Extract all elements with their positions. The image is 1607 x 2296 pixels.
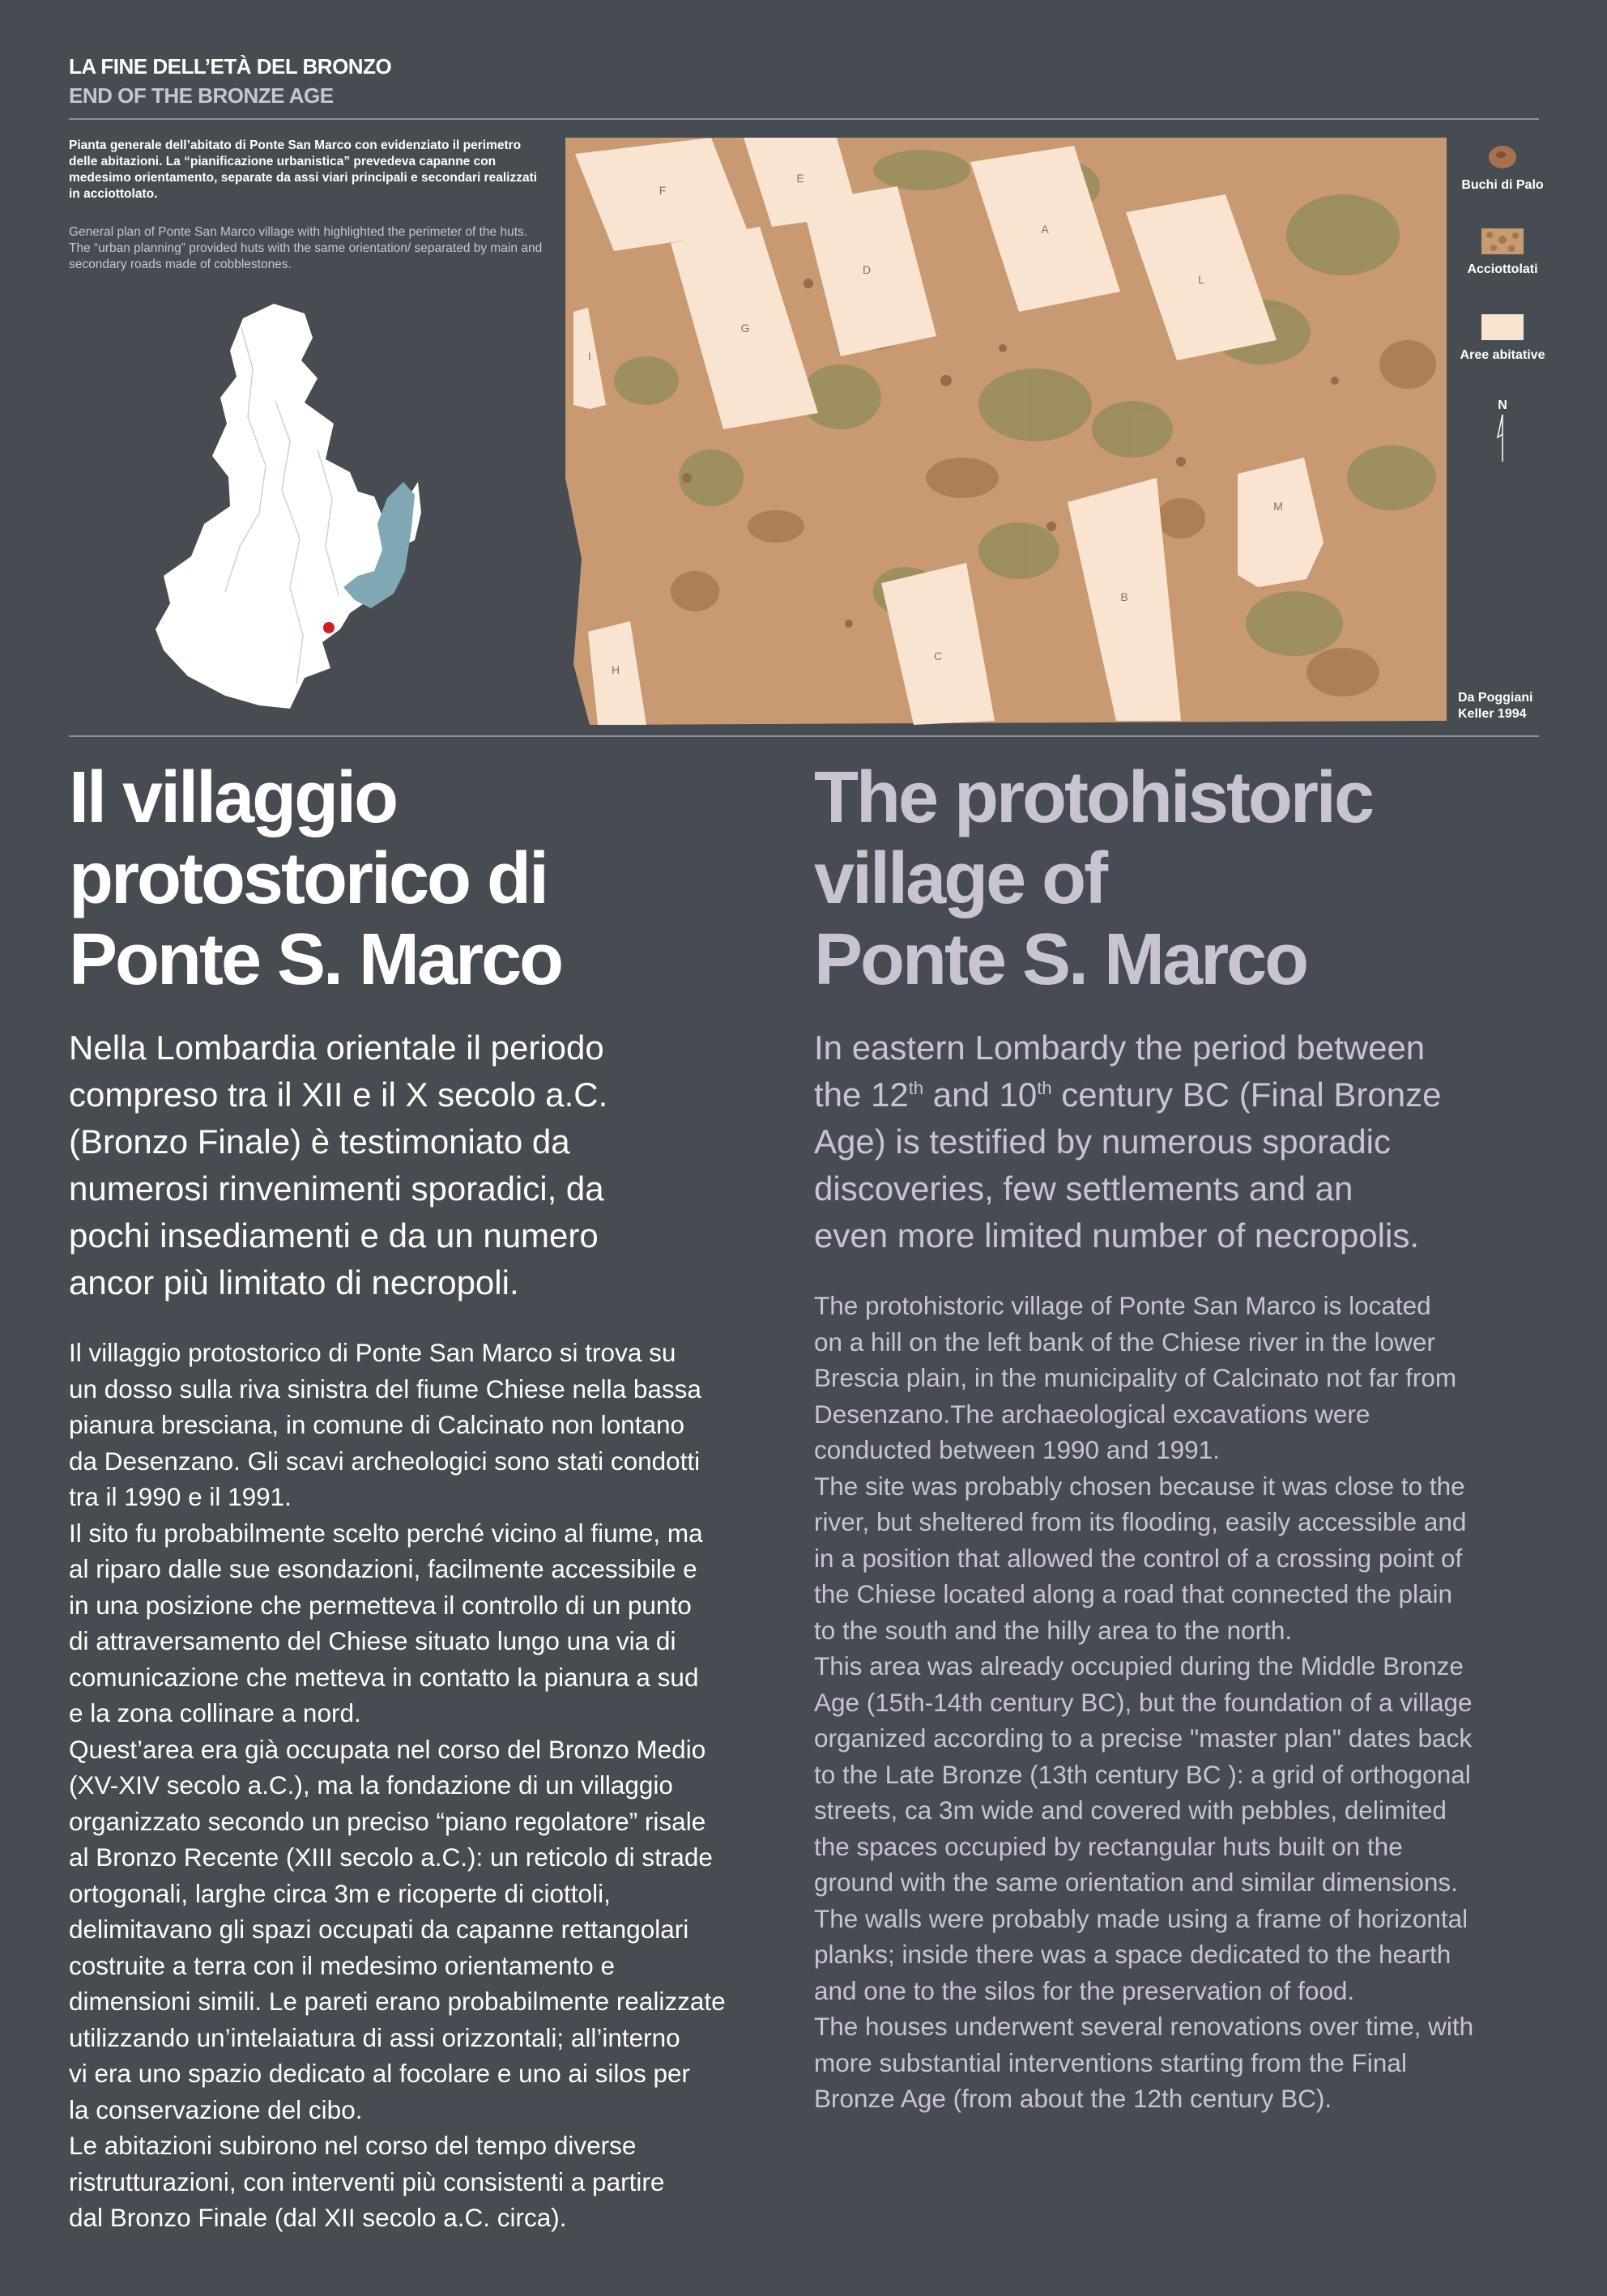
hut-label: L [1198, 273, 1204, 286]
lead-line: compreso tra il XII e il X secolo a.C. [69, 1076, 608, 1114]
body-line: la conservazione del cibo. [69, 2094, 363, 2124]
body-line: Le abitazioni subirono nel corso del tempo diverse [69, 2131, 637, 2160]
north-arrow-label: N [1498, 398, 1507, 412]
header [69, 52, 1539, 110]
caption-english: General plan of Ponte San Marco village with highlighted the perimeter of the huts. The “urban planning” provided huts with the same orientation/ separated by main and secondary roads made of cobblestones. [69, 225, 543, 271]
body-line: Quest’area era già occupata nel corso del Bronzo Medio [69, 1734, 706, 1764]
body-line: on a hill on the left bank of the Chiese river in the lower [814, 1327, 1435, 1357]
body-line: utilizzando un’intelaiatura di assi orizzontali; all’interno [69, 2022, 680, 2052]
hut-label: I [588, 350, 591, 363]
body-line: ground with the same orientation and similar dimensions. [814, 1868, 1458, 1897]
legend-post-holes-label: Buchi di Palo [1461, 178, 1544, 192]
body-line: Age (15th-14th century BC), but the foundation of a village [814, 1687, 1473, 1717]
body-line: The walls were probably made using a frame of horizontal [814, 1903, 1468, 1933]
body-line: al Bronzo Recente (XIII secolo a.C.): un reticolo di strade [69, 1842, 713, 1872]
body-line: the spaces occupied by rectangular huts built on the [814, 1831, 1403, 1861]
body-line: organizzato secondo un preciso “piano regolatore” risale [69, 1806, 706, 1836]
post-hole-swatch [1486, 144, 1519, 170]
ordinal-suffix: th [908, 1078, 924, 1098]
site-location-marker [323, 622, 335, 633]
section-kicker-italian: LA FINE DELL’ETÀ DEL BRONZO [69, 54, 392, 79]
body-line: (XV-XIV secolo a.C.), ma la fondazione di un villaggio [69, 1770, 673, 1800]
title-italian-line: Il villaggio [69, 757, 397, 838]
lead-line: ancor più limitato di necropoli. [69, 1263, 519, 1301]
lead-line: (Bronzo Finale) è testimoniato da [69, 1122, 570, 1161]
body-line: more substantial interventions starting from the Final [814, 2047, 1407, 2077]
body-line: The site was probably chosen because it was close to the [814, 1471, 1465, 1501]
hut-label: D [862, 263, 872, 276]
title-english [814, 757, 1543, 1000]
hut-label: M [1273, 500, 1283, 513]
legend-cobbles-label: Acciottolati [1467, 262, 1538, 276]
lead-text: century BC (Final Bronze [1051, 1076, 1442, 1114]
lead-line: pochi insediamenti e da un numero [69, 1216, 599, 1254]
hut-label: A [1041, 223, 1049, 236]
body-line: da Desenzano. Gli scavi archeologici sono stati condotti [69, 1446, 701, 1476]
lead-line: even more limited number of necropolis. [814, 1216, 1420, 1254]
lead-line: discoveries, few settlements and an [814, 1169, 1353, 1208]
north-arrow-icon [1494, 413, 1511, 463]
body-line: organized according to a precise "master plan" dates back [814, 1723, 1473, 1753]
lead-english [814, 1024, 1543, 1259]
legend-post-holes [1454, 144, 1551, 193]
title-english-line: Ponte S. Marco [814, 919, 1307, 1000]
body-line: in a position that allowed the control of a crossing point of [814, 1543, 1463, 1573]
body-line: ristrutturazioni, con interventi più consistenti a partire [69, 2166, 665, 2196]
body-line: comunicazione che metteva in contatto la pianura a sud [69, 1662, 699, 1692]
title-italian-line: protostorico di [69, 838, 547, 919]
hut-label: B [1120, 590, 1128, 603]
body-line: This area was already occupied during the Middle Bronze [814, 1651, 1464, 1680]
ordinal-suffix: th [1037, 1078, 1052, 1098]
body-line: Bronze Age (from about the 12th century BC). [814, 2084, 1332, 2113]
body-line: the Chiese located along a road that connected the plain [814, 1579, 1453, 1608]
top-divider [69, 118, 1539, 120]
body-line: e la zona collinare a nord. [69, 1698, 361, 1727]
body-line: vi era uno spazio dedicato al focolare e uno ai silos per [69, 2059, 690, 2088]
body-line: un dosso sulla riva sinistra del fiume Chiese nella bassa [69, 1374, 701, 1404]
body-line: Il villaggio protostorico di Ponte San Marco si trova su [69, 1338, 676, 1367]
lead-italian [69, 1024, 798, 1306]
living-area-swatch [1481, 314, 1524, 340]
body-line: planks; inside there was a space dedicated to the hearth [814, 1940, 1451, 1969]
section-kicker-english: END OF THE BRONZE AGE [69, 83, 334, 108]
hut-label: C [933, 650, 943, 662]
lead-line: Age) is testified by numerous sporadic [814, 1122, 1392, 1161]
hut-label: F [659, 184, 667, 197]
hut-label: G [740, 322, 750, 334]
body-line: to the south and the hilly area to the north. [814, 1615, 1293, 1645]
hut-label: E [796, 172, 804, 185]
lead-text: and 10 [923, 1076, 1038, 1114]
body-line: The protohistoric village of Ponte San Marco is located [814, 1291, 1431, 1320]
legend-living-areas-label: Aree abitative [1460, 348, 1545, 362]
title-english-line: village of [814, 838, 1106, 919]
body-line: Brescia plain, in the municipality of Calcinato not far from [814, 1363, 1457, 1392]
body-line: ortogonali, larghe circa 3m e ricoperte di ciottoli, [69, 1878, 611, 1908]
lead-line: numerosi rinvenimenti sporadici, da [69, 1169, 604, 1208]
body-line: Il sito fu probabilmente scelto perché vicino al fiume, ma [69, 1518, 703, 1548]
body-line: The houses underwent several renovations over time, with [814, 2012, 1474, 2041]
lead-line: In eastern Lombardy the period between [814, 1029, 1426, 1067]
body-line: di attraversamento del Chiese situato lungo una via di [69, 1626, 676, 1655]
middle-divider [69, 735, 1539, 737]
north-arrow [1454, 398, 1551, 467]
legend-cobbles [1454, 228, 1551, 277]
body-line: to the Late Bronze (13th century BC ): a grid of orthogonal [814, 1759, 1471, 1789]
body-line: dal Bronzo Finale (dal XII secolo a.C. circa). [69, 2203, 567, 2232]
credit-line-2: Keller 1994 [1458, 707, 1527, 721]
caption-italian: Pianta generale dell’abitato di Ponte San Marco con evidenziato il perimetro delle abitazioni. La “pianificazione urbanistica” prevedeva capanne con medesimo orientamento, separate da assi viari principali e secondari realizzati in acciottolato. [69, 138, 538, 201]
body-line: pianura bresciana, in comune di Calcinato non lontano [69, 1410, 684, 1439]
plan-credit [1458, 690, 1547, 722]
title-italian-line: Ponte S. Marco [69, 919, 562, 1000]
credit-line-1: Da Poggiani [1458, 691, 1533, 705]
lead-line [814, 1071, 1543, 1118]
body-line: conducted between 1990 and 1991. [814, 1435, 1220, 1464]
site-plan-map [565, 138, 1447, 725]
body-italian [69, 1335, 794, 2236]
title-english-line: The protohistoric [814, 757, 1372, 838]
body-line: in una posizione che permetteva il controllo di un punto [69, 1590, 692, 1620]
title-italian [69, 757, 798, 1000]
body-line: dimensioni simili. Le pareti erano probabilmente realizzate [69, 1987, 726, 2016]
lead-line: Nella Lombardia orientale il periodo [69, 1029, 604, 1067]
body-line: and one to the silos for the preservation of food. [814, 1975, 1355, 2005]
legend-living-areas [1454, 314, 1551, 363]
body-line: al riparo dalle sue esondazioni, facilmente accessibile e [69, 1554, 697, 1583]
body-english [814, 1288, 1539, 2117]
cobbles-swatch [1481, 228, 1524, 254]
region-locator-map [146, 304, 470, 725]
body-line: Desenzano.The archaeological excavations were [814, 1399, 1370, 1429]
body-line: tra il 1990 e il 1991. [69, 1482, 292, 1511]
body-line: delimitavano gli spazi occupati da capanne rettangolari [69, 1915, 689, 1944]
lead-text: the 12 [814, 1076, 909, 1114]
body-line: river, but sheltered from its flooding, easily accessible and [814, 1507, 1467, 1536]
body-line: streets, ca 3m wide and covered with pebbles, delimited [814, 1795, 1447, 1825]
body-line: costruite a terra con il medesimo orientamento e [69, 1950, 616, 1980]
hut-label: H [611, 663, 620, 676]
